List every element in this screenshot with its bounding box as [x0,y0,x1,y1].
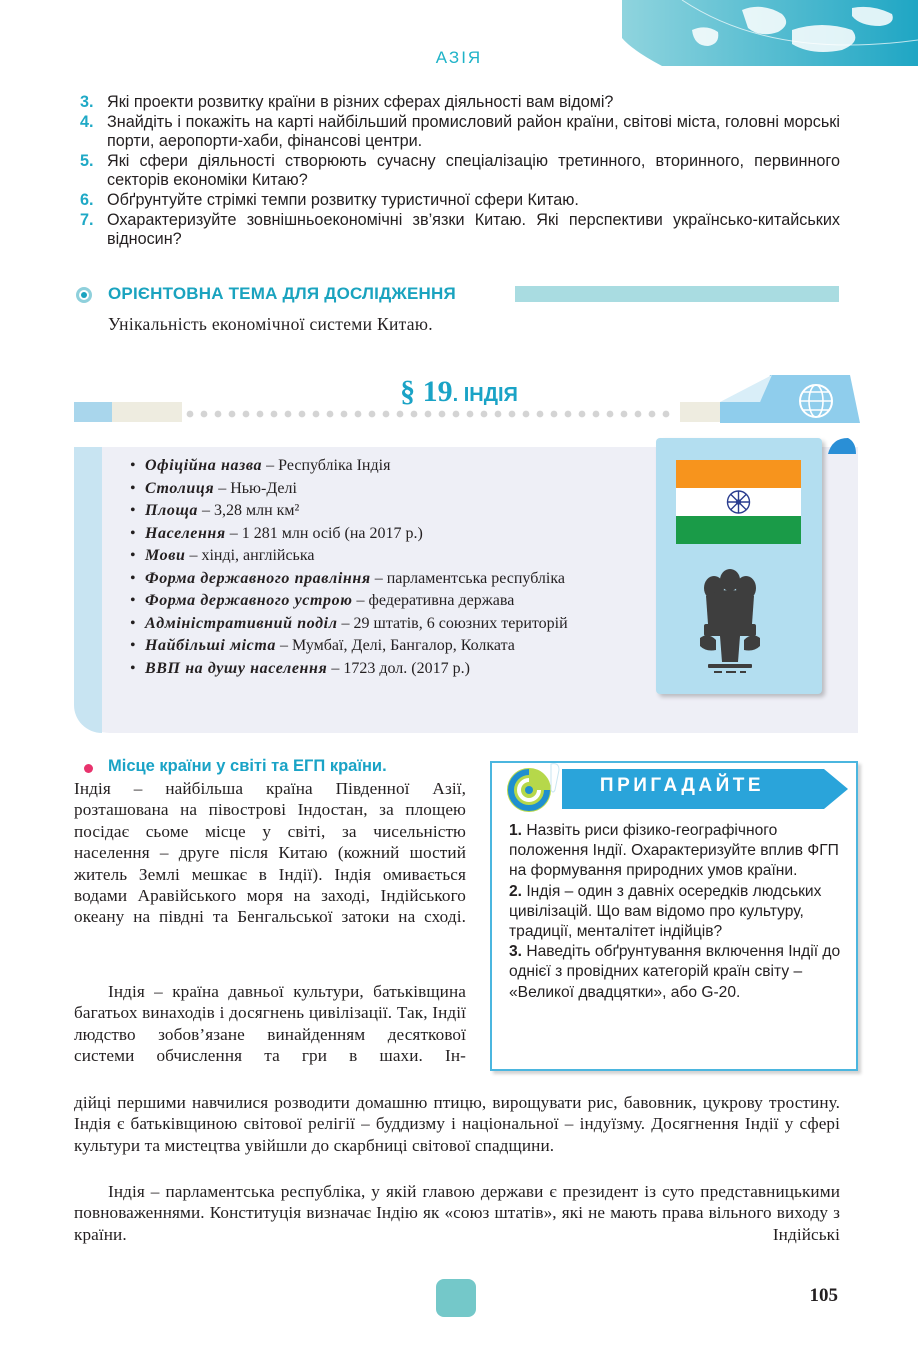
country-facts-list [130,456,630,681]
fact-label: Адміністративний поділ [145,614,338,632]
fact-item [130,479,630,499]
section-dotted-rule [186,410,676,418]
body-paragraph: Індія – найбільша країна Південної Азії, розташована на півострові Індостан, за площею посідає сьоме місце у світі, за чисельністю населення – друге після Китаю (кожний шостий житель Землі мешкає в Індії). Індія омивається водами Аравійського моря на заході, Індійського океану на півдні та Бенгальської затоки на сході. [74,779,466,927]
list-item [80,113,840,151]
section-number: § 19 [400,375,453,408]
fact-value: – федеративна держава [352,592,515,609]
section-heading [0,375,918,409]
question-number: 7. [80,211,94,229]
fact-label: Столиця [145,479,215,497]
panel-corner-decoration [828,438,856,454]
fact-item [130,636,630,656]
fact-label: Офіційна назва [145,457,263,474]
fact-item [130,659,630,679]
body-paragraph: Індія – країна давньої культури, батьківщина багатьох винаходів і досягнень цивілізації. Так, Індії людство зобов’язане винайденням десяткової системи обчислення та гри в шахи. Ін- [74,982,466,1066]
fact-value: – Нью-Делі [214,479,297,497]
question-number: 5. [80,152,94,170]
list-item [509,882,849,943]
fact-label: Населення [145,524,226,542]
question-text: Обґрунтуйте стрімкі темпи розвитку туристичної сфери Китаю. [107,191,579,209]
list-item [80,152,840,190]
fact-item [130,501,630,521]
recall-text: Назвіть риси фізико-географічного положення Індії. Охарактеризуйте вплив ФГП на формування природних умов країни. [509,822,839,880]
fact-label: Форма державного правління [145,569,371,587]
fact-item [130,569,630,589]
india-flag-icon [676,460,801,544]
recall-text: Наведіть обґрунтування включення Індії до однієї з провідних категорій країн світу – «Великої двадцятки», або G-20. [509,943,841,1001]
question-text: Які сфери діяльності створюють сучасну спеціалізацію третинного, вторинного, первинного секторів економіки Китаю? [107,152,840,189]
fact-item [130,546,630,566]
fact-label: Площа [145,502,198,519]
question-number: 6. [80,191,94,209]
fact-item [130,614,630,634]
place-heading: Місце країни у світі та ЕГП країни. [108,757,387,775]
fact-label: Мови [145,547,186,564]
fact-value: – Республіка Індія [262,457,391,474]
list-item [80,211,840,249]
recall-swirl-icon [501,760,567,812]
list-item [80,93,840,112]
fact-value: – Мумбаї, Делі, Бангалор, Колката [276,637,515,654]
list-item [509,821,849,882]
recall-number: 1. [509,822,523,839]
fact-value: – 29 штатів, 6 союзних територій [337,614,568,632]
facts-panel-edge [74,447,102,733]
recall-number: 2. [509,882,523,900]
question-number: 3. [80,93,94,111]
fact-value: – парламентська республіка [370,569,565,587]
question-number: 4. [80,113,94,131]
fact-value: – хінді, англійська [185,547,315,564]
running-header-title: АЗІЯ [435,48,483,67]
lion-capital-emblem-icon [694,566,766,682]
research-topic-text: Унікальність економічної системи Китаю. [108,314,433,334]
research-topic-heading: ОРІЄНТОВНА ТЕМА ДЛЯ ДОСЛІДЖЕННЯ [108,284,456,303]
fact-value: – 1723 дол. (2017 р.) [327,659,470,677]
body-paragraph: дійці першими навчилися розводити домашню птицю, вирощувати рис, бавовник, цукрову тростину. Індія є батьківщиною світової релігії – буддизму і національної – індуїзму. Досягнення Індії у сфері культури та мистецтва увійшли до скарбниці світової спадщини. [74,1093,840,1155]
footer-tab [436,1279,476,1317]
fact-item [130,524,630,544]
question-text: Знайдіть і покажіть на карті найбільший промисловий район країни, світові міста, головні морські порти, аеропорти-хаби, фінансові центри. [107,113,840,150]
list-item [80,191,840,210]
recall-number: 3. [509,943,523,961]
recall-title: ПРИГАДАЙТЕ [599,775,765,796]
body-paragraph: Індія – парламентська республіка, у якій главою держави є президент із суто представницькими повноваженнями. Конституція визначає Індію як «союз штатів», які не мають права вільного виходу з країни. Індійські [74,1182,840,1244]
question-text: Які проекти розвитку країни в різних сферах діяльності вам відомі? [107,93,614,111]
fact-label: Найбільші міста [145,637,277,654]
list-item [509,942,849,1003]
fact-value: – 3,28 млн км² [197,502,300,519]
fact-value: – 1 281 млн осіб (на 2017 р.) [225,524,423,542]
recall-text: Індія – один з давніх осередків людських цивілізацій. Що вам відомо про культуру, традиції, менталітет індійців? [509,882,822,941]
research-heading-bar [515,286,839,302]
fact-label: ВВП на душу населення [145,659,328,677]
heading-bullet-icon [84,764,93,773]
recall-questions-list [509,821,849,1003]
research-bullet-icon [74,286,94,304]
fact-item [130,591,630,611]
fact-label: Форма державного устрою [145,592,353,609]
page-number: 105 [809,1285,838,1306]
fact-item [130,456,630,476]
question-text: Охарактеризуйте зовнішньоекономічні зв’язки Китаю. Які перспективи українсько-китайських відносин? [107,211,840,248]
questions-list [80,93,840,250]
section-name: . ІНДІЯ [452,384,518,406]
